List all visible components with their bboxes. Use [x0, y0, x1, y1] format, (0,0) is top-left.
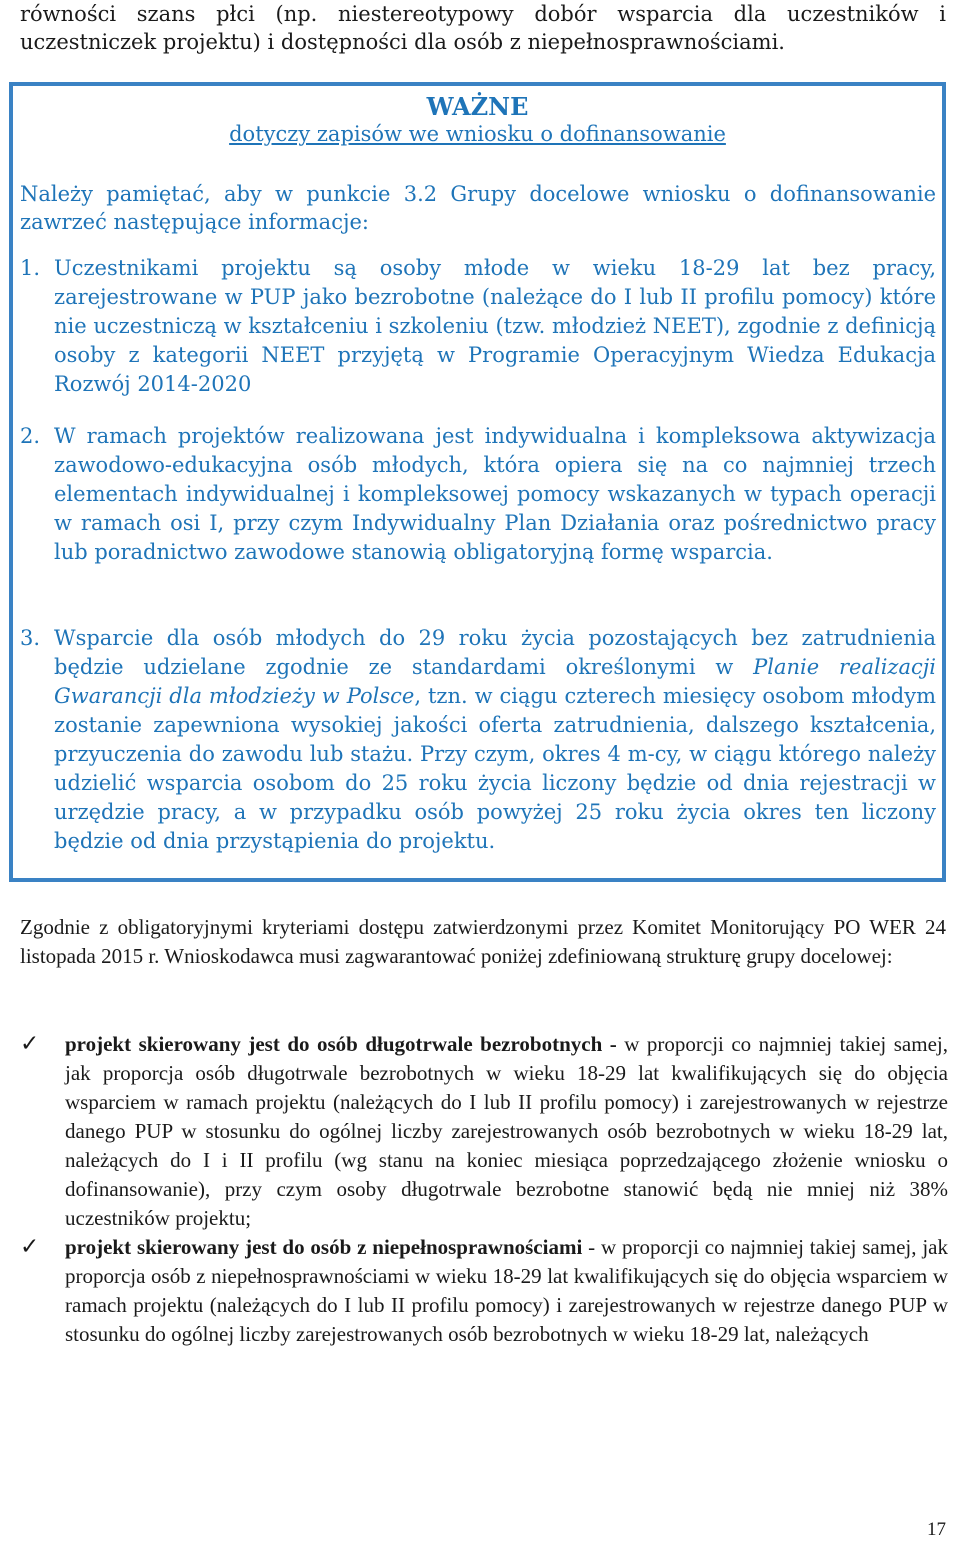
notice-title: WAŻNE: [426, 92, 529, 121]
plan-title: Planie realizacji Gwarancji dla młodzieży w Polsce: [54, 655, 936, 708]
criteria-paragraph: Zgodnie z obligatoryjnymi kryteriami dostępu zatwierdzonymi przez Komitet Monitorujący PO WER 24 listopada 2015 r. Wnioskodawca musi zagwarantować poniżej zdefiniowaną strukturę grupy docelowej:: [20, 915, 946, 968]
notice-item-1: [20, 254, 936, 399]
list-item: ✓ projekt skierowany jest do osób z niepełnosprawnościami - w proporcji co najmniej takiej samej, jak proporcja osób z niepełnosprawnościami w wieku 18-29 lat kwalifikujących się do objęcia wsparciem w ramach projektu (należących do I lub II profilu pomocy) i zarejestrowanych w rejestrze danego PUP w stosunku do ogólnej liczby zarejestrowanych osób bezrobotnych w wieku 18-29 lat, należących: [20, 1234, 948, 1346]
checkmark-icon: ✓: [20, 1234, 40, 1260]
item-number: 1.: [20, 256, 41, 280]
page-number: 17: [927, 1519, 946, 1540]
intro-paragraph: równości szans płci (np. niestereotypowy dobór wsparcia dla uczestników i uczestniczek projektu) i dostępności dla osób z niepełnosprawnościami.: [20, 2, 946, 54]
notice-item-3: [20, 624, 936, 856]
item-text: W ramach projektów realizowana jest indywidualna i kompleksowa aktywizacja zawodowo-edukacyjna osób młodych, która opiera się na co najmniej trzech elementach indywidualnej i kompleksowej pomocy wskazanych w typach operacji w ramach osi I, przy czym Indywidualny Plan Działania oraz pośrednictwo pracy lub poradnictwo zawodowe stanowią obligatoryjną formę wsparcia.: [54, 424, 936, 564]
bullet-heading: projekt skierowany jest do osób długotrwale bezrobotnych -: [65, 1032, 617, 1056]
list-item: ✓ projekt skierowany jest do osób długotrwale bezrobotnych - w proporcji co najmniej takiej samej, jak proporcja osób długotrwale bezrobotnych w wieku 18-29 lat kwalifikujących się do objęcia wsparciem w ramach projektu (należących do I lub II profilu pomocy) i zarejestrowanych w rejestrze danego PUP w stosunku do ogólnej liczby zarejestrowanych osób bezrobotnych w wieku 18-29 lat, należących do I i II profilu (wg stanu na koniec miesiąca poprzedzającego złożenie wniosku o dofinansowanie), przy czym osoby długotrwale bezrobotne stanowić będą nie mniej niż 38% uczestników projektu;: [20, 1031, 948, 1230]
target-group-list: [20, 1030, 948, 1349]
important-notice-box: [9, 82, 946, 882]
notice-item-2: [20, 422, 936, 567]
item-text: Wsparcie dla osób młodych do 29 roku życia pozostających bez zatrudnienia będzie udzielane zgodnie ze standardami określonymi w Planie realizacji Gwarancji dla młodzieży w Polsce, tzn. w ciągu czterech miesięcy osobom młodym zostanie zapewniona wysokiej jakości oferta zatrudnienia, dalszego kształcenia, przyuczenia do zawodu lub stażu. Przy czym, okres 4 m-cy, w ciągu którego należy udzielić wsparcia osobom do 25 roku życia liczony będzie od dnia rejestracji w urzędzie pracy, a w przypadku osób powyżej 25 roku życia okres ten liczony będzie od dnia przystąpienia do projektu.: [54, 626, 936, 853]
item-number: 2.: [20, 424, 41, 448]
notice-subtitle: dotyczy zapisów we wniosku o dofinansowanie: [229, 122, 726, 146]
notice-lead: Należy pamiętać, aby w punkcie 3.2 Grupy docelowe wniosku o dofinansowanie zawrzeć następujące informacje:: [20, 182, 936, 234]
bullet-heading: projekt skierowany jest do osób z niepełnosprawnościami: [65, 1235, 583, 1259]
item-text: Uczestnikami projektu są osoby młode w wieku 18-29 lat bez pracy, zarejestrowane w PUP jako bezrobotne (należące do I lub II profilu pomocy) które nie uczestniczą w kształceniu i szkoleniu (tzw. młodzież NEET), zgodnie z definicją osoby z kategorii NEET przyjętą w Programie Operacyjnym Wiedza Edukacja Rozwój 2014-2020: [54, 256, 936, 396]
item-number: 3.: [20, 626, 41, 650]
checkmark-icon: ✓: [20, 1031, 40, 1057]
